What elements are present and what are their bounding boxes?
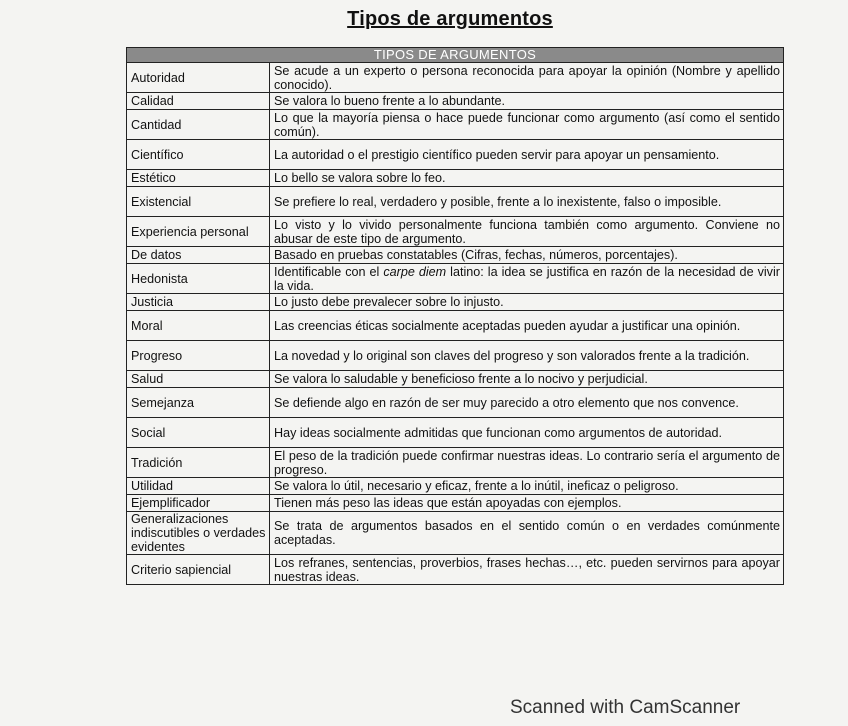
table-row [127, 341, 784, 371]
argument-name: Semejanza [127, 388, 270, 418]
scanner-watermark: Scanned with CamScanner [510, 697, 741, 718]
argument-description: Tienen más peso las ideas que están apoyadas con ejemplos. [270, 495, 784, 512]
table-row [127, 512, 784, 555]
argument-description: Lo justo debe prevalecer sobre lo injusto. [270, 294, 784, 311]
table-row [127, 110, 784, 140]
description-text-before: Identificable con el [274, 264, 384, 279]
argument-name: Ejemplificador [127, 495, 270, 512]
argument-description: El peso de la tradición puede confirmar nuestras ideas. Lo contrario sería el argumento de progreso. [270, 448, 784, 478]
table-row [127, 388, 784, 418]
description-emphasis: carpe diem [383, 264, 447, 279]
argument-description: Los refranes, sentencias, proverbios, frases hechas…, etc. pueden servirnos para apoyar nuestras ideas. [270, 555, 784, 585]
arguments-table [126, 47, 784, 585]
argument-name: Estético [127, 170, 270, 187]
arguments-table-container [126, 47, 784, 585]
argument-description [270, 264, 784, 294]
argument-description: Se valora lo bueno frente a lo abundante. [270, 93, 784, 110]
argument-name: Experiencia personal [127, 217, 270, 247]
argument-description: Lo visto y lo vivido personalmente funciona también como argumento. Conviene no abusar de este tipo de argumento. [270, 217, 784, 247]
table-row [127, 63, 784, 93]
argument-name: Autoridad [127, 63, 270, 93]
argument-description: Se trata de argumentos basados en el sentido común o en verdades comúnmente aceptadas. [270, 512, 784, 555]
description-text-after: latino: la idea se justifica en razón de la necesidad de vivir la vida. [274, 264, 780, 293]
table-row [127, 478, 784, 495]
table-row [127, 495, 784, 512]
argument-description: Hay ideas socialmente admitidas que funcionan como argumentos de autoridad. [270, 418, 784, 448]
argument-name: Social [127, 418, 270, 448]
argument-name: Justicia [127, 294, 270, 311]
table-row [127, 217, 784, 247]
argument-description: La autoridad o el prestigio científico pueden servir para apoyar un pensamiento. [270, 140, 784, 170]
argument-description: Se prefiere lo real, verdadero y posible, frente a lo inexistente, falso o imposible. [270, 187, 784, 217]
argument-name: Criterio sapiencial [127, 555, 270, 585]
argument-name: Progreso [127, 341, 270, 371]
argument-name: De datos [127, 247, 270, 264]
table-row [127, 555, 784, 585]
argument-description: Basado en pruebas constatables (Cifras, fechas, números, porcentajes). [270, 247, 784, 264]
argument-description: Se acude a un experto o persona reconocida para apoyar la opinión (Nombre y apellido conocido). [270, 63, 784, 93]
table-row [127, 264, 784, 294]
argument-description: Lo bello se valora sobre lo feo. [270, 170, 784, 187]
argument-description: La novedad y lo original son claves del progreso y son valorados frente a la tradición. [270, 341, 784, 371]
argument-name: Tradición [127, 448, 270, 478]
argument-description: Se valora lo útil, necesario y eficaz, frente a lo inútil, ineficaz o peligroso. [270, 478, 784, 495]
table-row [127, 448, 784, 478]
table-row [127, 371, 784, 388]
argument-name: Hedonista [127, 264, 270, 294]
table-row [127, 93, 784, 110]
table-row [127, 311, 784, 341]
argument-description: Lo que la mayoría piensa o hace puede funcionar como argumento (así como el sentido común). [270, 110, 784, 140]
argument-description: Se valora lo saludable y beneficioso frente a lo nocivo y perjudicial. [270, 371, 784, 388]
page-title: Tipos de argumentos [347, 8, 553, 30]
argument-description: Se defiende algo en razón de ser muy parecido a otro elemento que nos convence. [270, 388, 784, 418]
table-row [127, 294, 784, 311]
table-row [127, 418, 784, 448]
argument-name: Utilidad [127, 478, 270, 495]
argument-name: Generalizaciones indiscutibles o verdades evidentes [127, 512, 270, 555]
table-row [127, 140, 784, 170]
argument-name: Científico [127, 140, 270, 170]
table-row [127, 170, 784, 187]
argument-name: Existencial [127, 187, 270, 217]
table-row [127, 247, 784, 264]
argument-name: Cantidad [127, 110, 270, 140]
argument-name: Calidad [127, 93, 270, 110]
table-row [127, 187, 784, 217]
argument-name: Salud [127, 371, 270, 388]
table-header: TIPOS DE ARGUMENTOS [127, 48, 784, 63]
argument-description: Las creencias éticas socialmente aceptadas pueden ayudar a justificar una opinión. [270, 311, 784, 341]
argument-name: Moral [127, 311, 270, 341]
